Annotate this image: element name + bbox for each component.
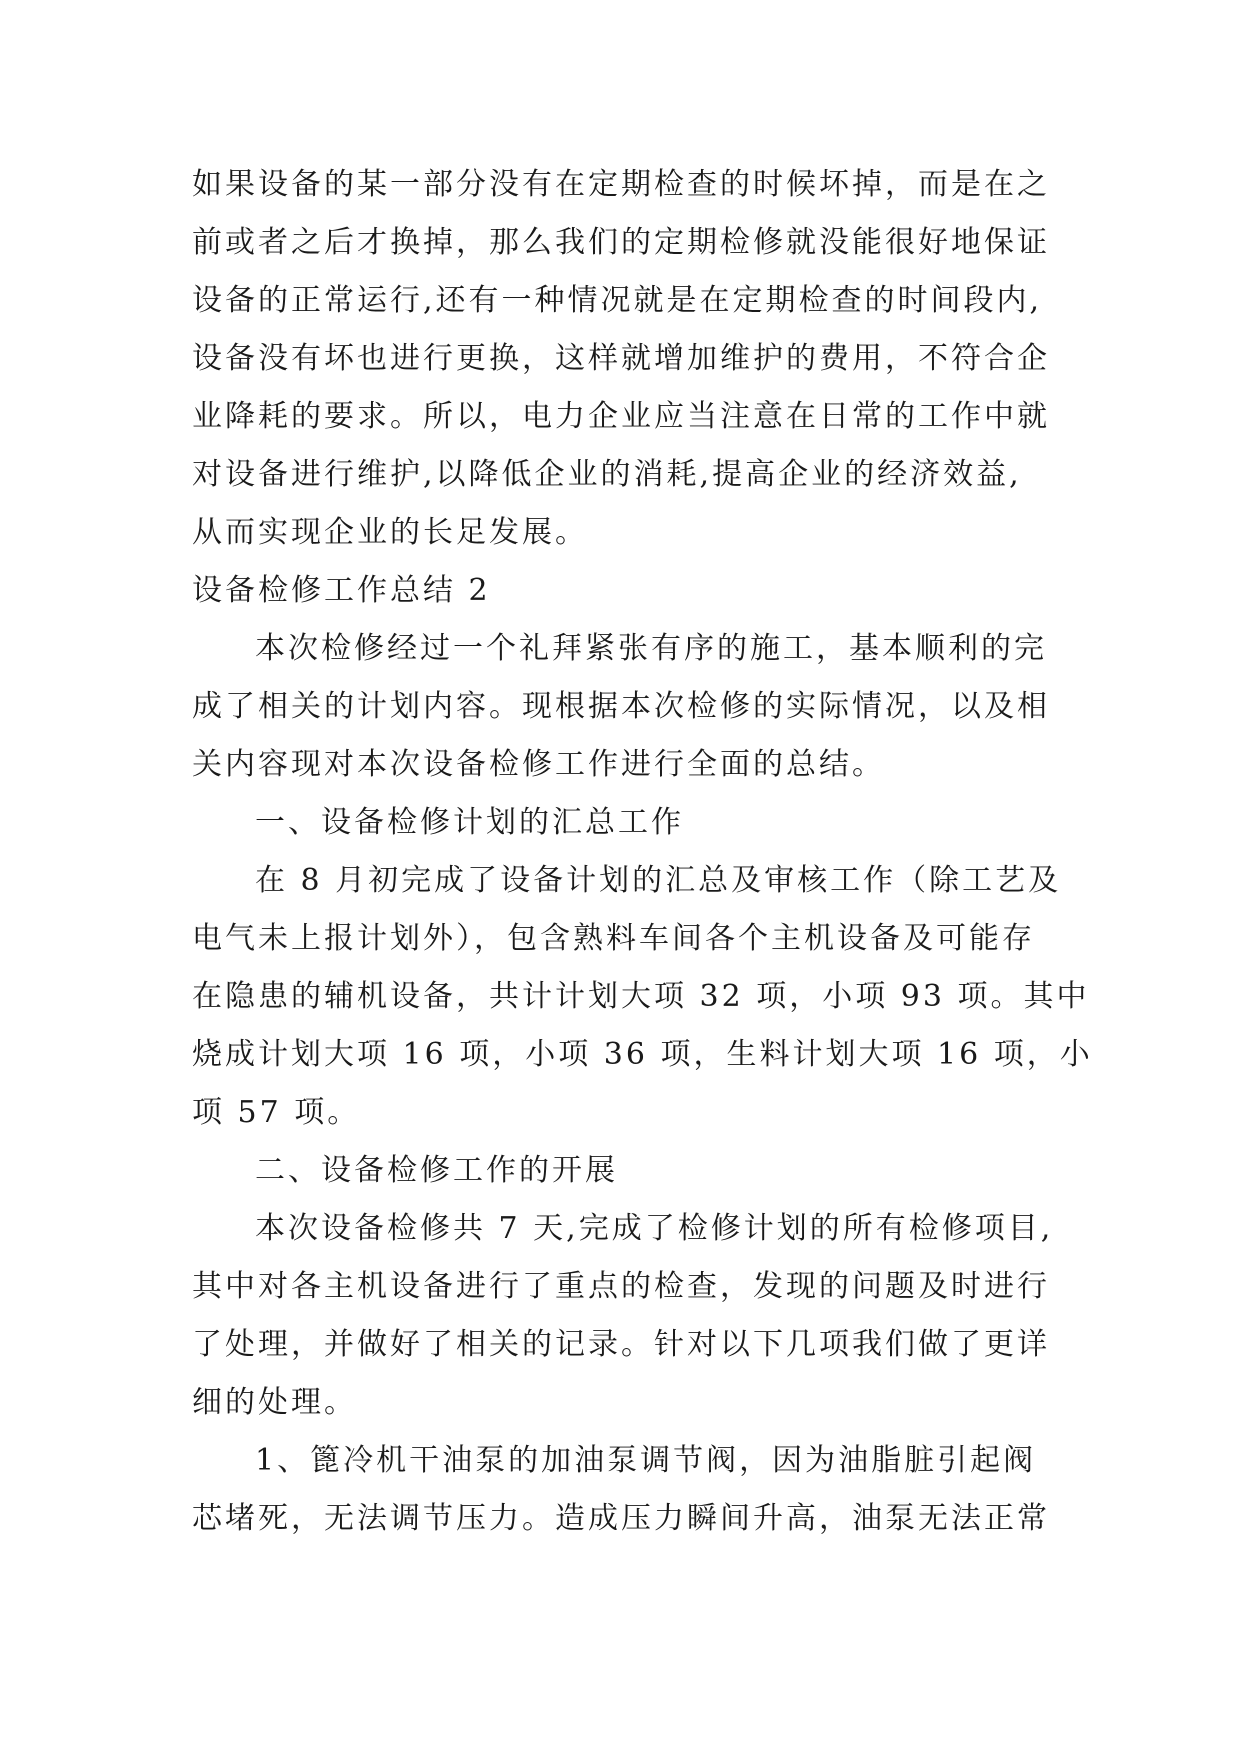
paragraph-line: 本次设备检修共 7 天,完成了检修计划的所有检修项目, bbox=[255, 1211, 1054, 1246]
paragraph-line: 设备的正常运行,还有一种情况就是在定期检查的时间段内, bbox=[192, 283, 1043, 318]
subsection-heading: 二、设备检修工作的开展 bbox=[255, 1153, 618, 1188]
paragraph-line: 细的处理。 bbox=[192, 1385, 357, 1420]
paragraph-line: 其中对各主机设备进行了重点的检查，发现的问题及时进行 bbox=[192, 1269, 1050, 1304]
paragraph-line: 了处理，并做好了相关的记录。针对以下几项我们做了更详 bbox=[192, 1327, 1050, 1362]
paragraph-line: 本次检修经过一个礼拜紧张有序的施工，基本顺利的完 bbox=[255, 631, 1047, 666]
paragraph-line: 对设备进行维护,以降低企业的消耗,提高企业的经济效益, bbox=[192, 457, 1022, 492]
subsection-heading: 一、设备检修计划的汇总工作 bbox=[255, 805, 684, 840]
paragraph-line: 设备没有坏也进行更换，这样就增加维护的费用，不符合企 bbox=[192, 341, 1050, 376]
paragraph-line: 在隐患的辅机设备，共计计划大项 32 项，小项 93 项。其中 bbox=[192, 979, 1090, 1014]
paragraph-line: 项 57 项。 bbox=[192, 1095, 361, 1130]
paragraph-line: 如果设备的某一部分没有在定期检查的时候坏掉，而是在之 bbox=[192, 167, 1050, 202]
paragraph-line: 1、篦冷机干油泵的加油泵调节阀，因为油脂脏引起阀 bbox=[255, 1443, 1037, 1478]
paragraph-line: 成了相关的计划内容。现根据本次检修的实际情况，以及相 bbox=[192, 689, 1050, 724]
section-heading: 设备检修工作总结 2 bbox=[192, 573, 491, 608]
paragraph-line: 电气未上报计划外），包含熟料车间各个主机设备及可能存 bbox=[192, 921, 1035, 956]
paragraph-line: 从而实现企业的长足发展。 bbox=[192, 515, 588, 550]
paragraph-line: 关内容现对本次设备检修工作进行全面的总结。 bbox=[192, 747, 885, 782]
paragraph-line: 业降耗的要求。所以，电力企业应当注意在日常的工作中就 bbox=[192, 399, 1050, 434]
paragraph-line: 烧成计划大项 16 项，小项 36 项，生料计划大项 16 项，小 bbox=[192, 1037, 1093, 1072]
paragraph-line: 在 8 月初完成了设备计划的汇总及审核工作（除工艺及 bbox=[255, 863, 1062, 898]
paragraph-line: 芯堵死，无法调节压力。造成压力瞬间升高，油泵无法正常 bbox=[192, 1501, 1050, 1536]
paragraph-line: 前或者之后才换掉，那么我们的定期检修就没能很好地保证 bbox=[192, 225, 1050, 260]
